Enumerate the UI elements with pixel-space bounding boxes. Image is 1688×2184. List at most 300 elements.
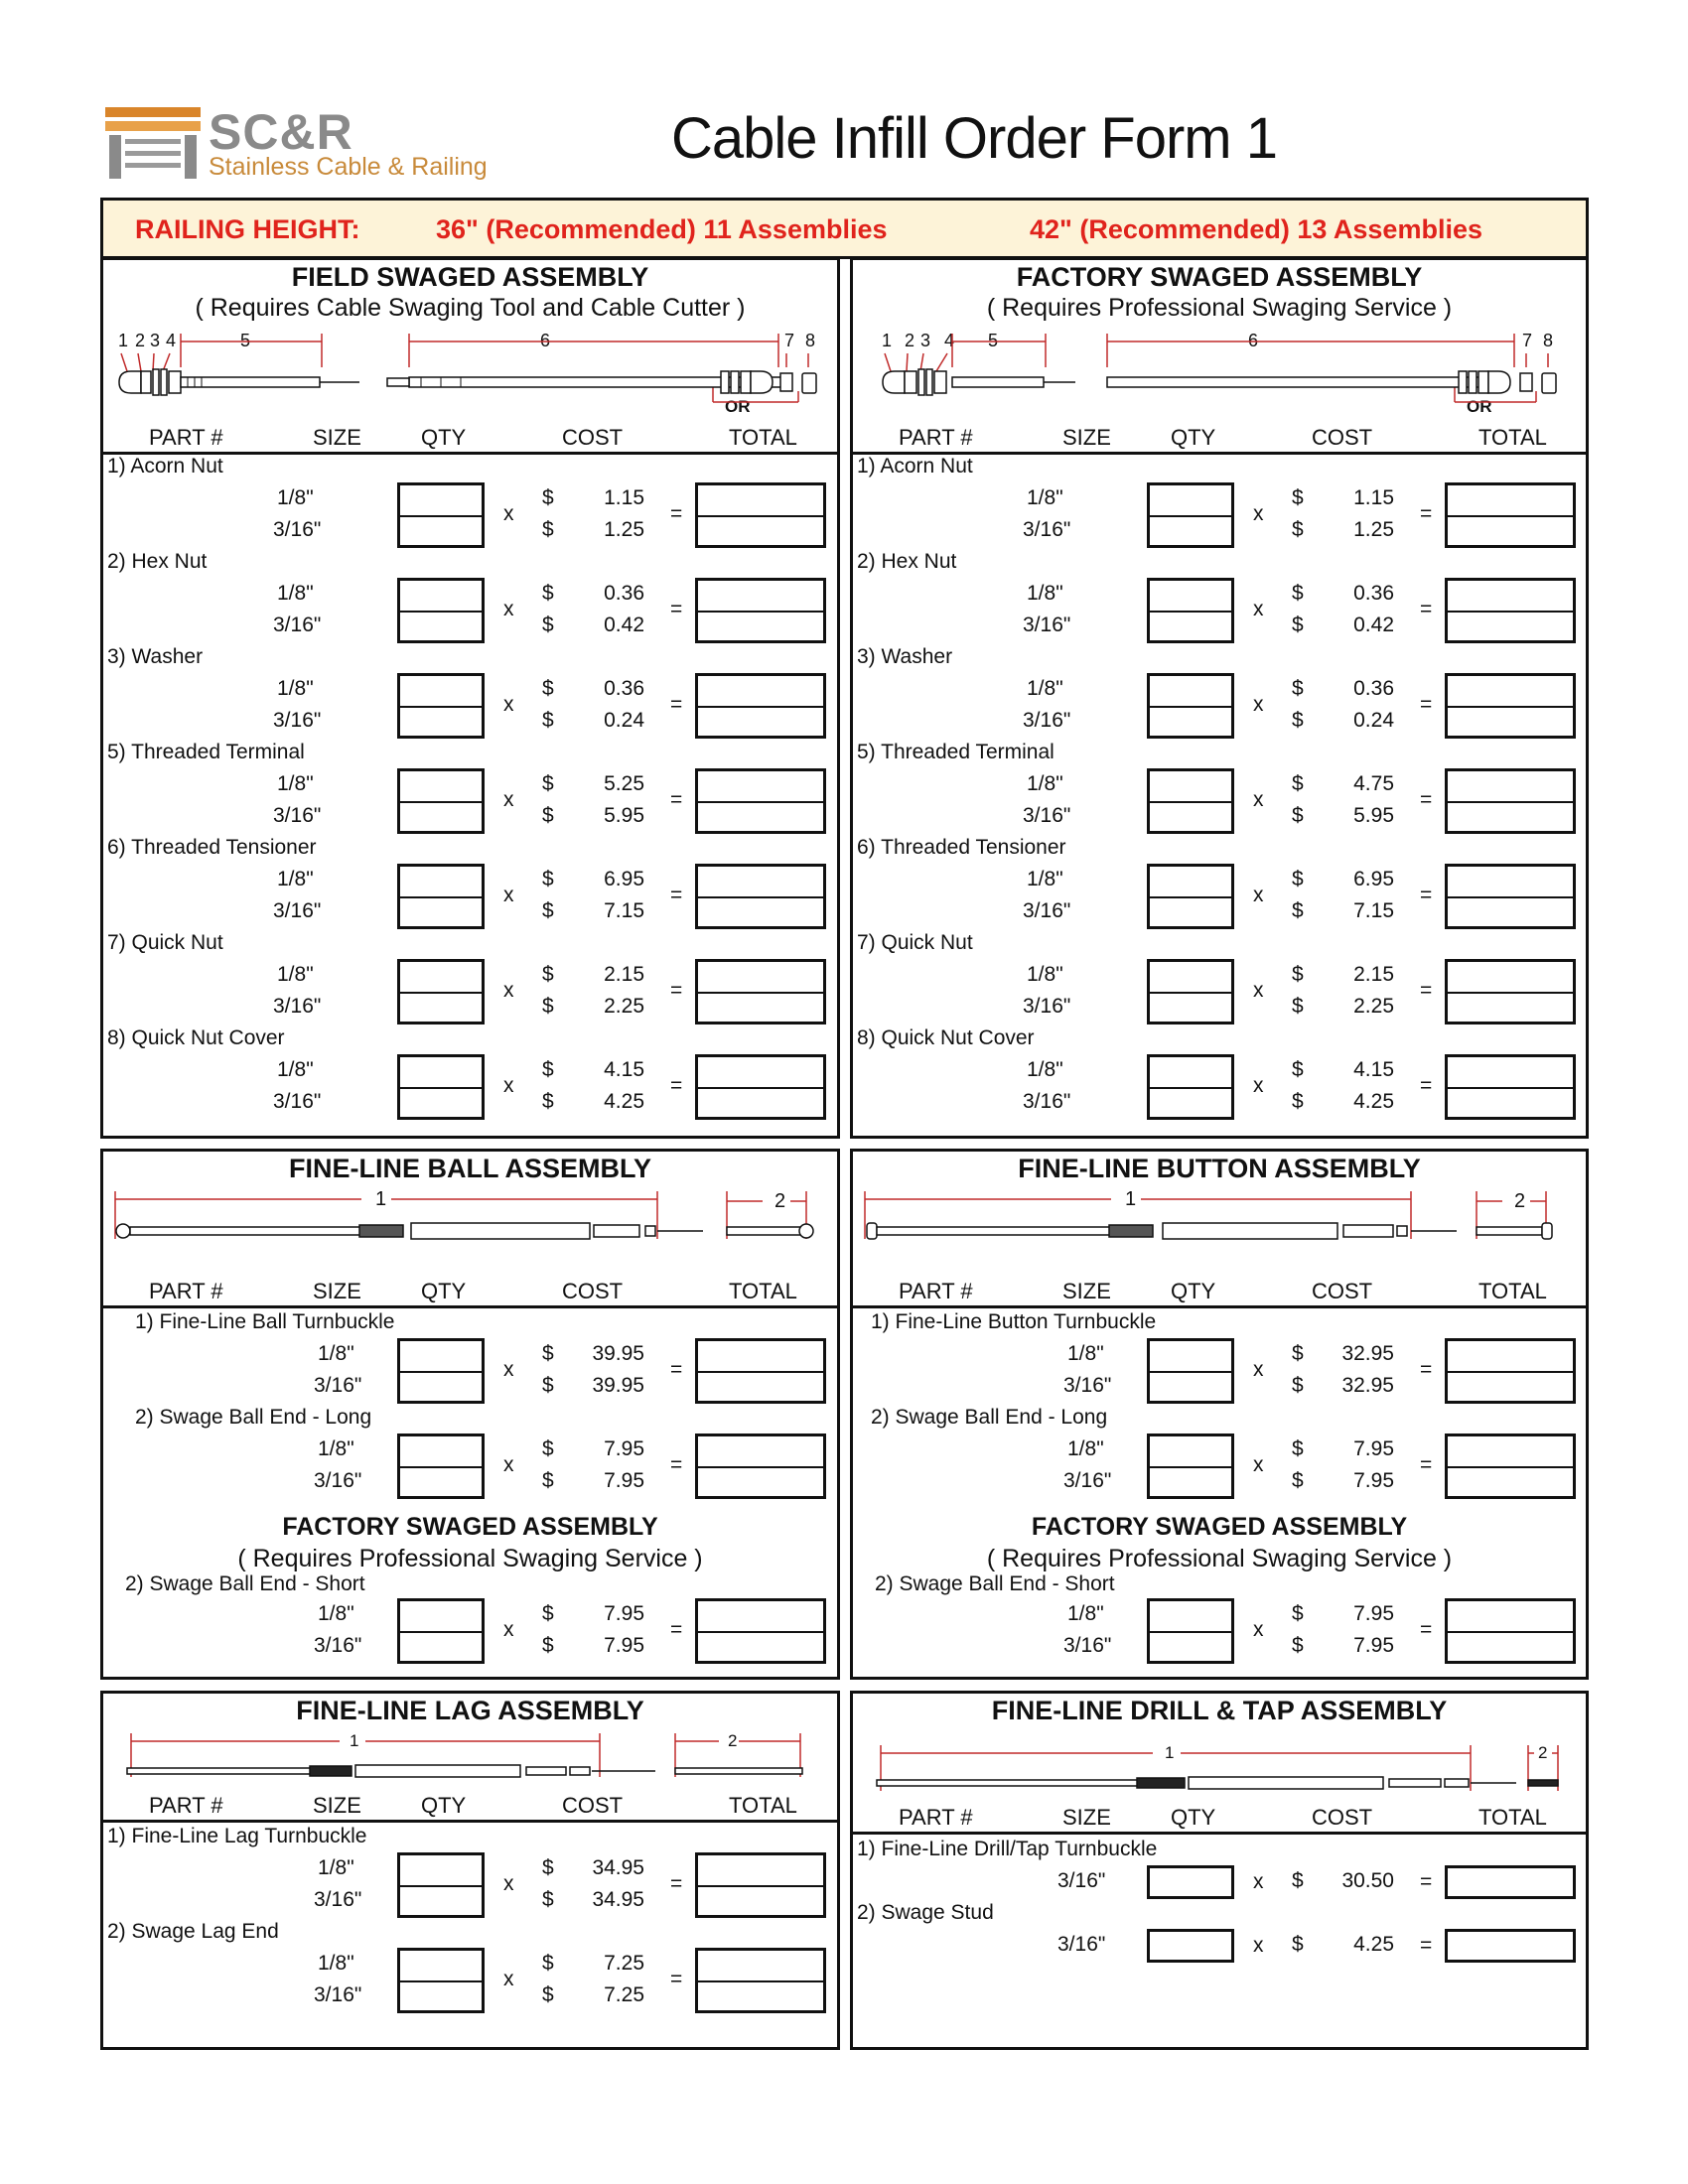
dollar-sign: $ (1292, 1374, 1304, 1397)
header-qty: QTY (1171, 425, 1216, 450)
part-name: 8) Quick Nut Cover (107, 1026, 285, 1049)
part-name: 2) Hex Nut (107, 550, 208, 573)
unit-price: 0.36 (1353, 677, 1394, 700)
unit-price: 7.25 (604, 1952, 644, 1975)
equals-sign: = (1420, 1934, 1433, 1957)
part-name: 7) Quick Nut (107, 931, 223, 954)
unit-price: 7.95 (604, 1437, 644, 1460)
multiply-sign: x (1253, 502, 1264, 525)
quantity-input[interactable] (1147, 673, 1234, 739)
dollar-sign: $ (542, 1469, 554, 1492)
quantity-input[interactable] (397, 959, 485, 1024)
order-group (853, 1432, 1586, 1501)
multiply-sign: x (503, 979, 514, 1002)
dollar-sign: $ (1292, 995, 1304, 1018)
field-assembly-diagram (113, 328, 828, 419)
unit-price: 7.95 (1353, 1437, 1394, 1460)
quantity-input[interactable] (1147, 482, 1234, 548)
factory-assembly-diagram (877, 328, 1572, 419)
order-group (103, 862, 837, 931)
size-label: 3/16" (273, 614, 322, 636)
dollar-sign: $ (1292, 899, 1304, 922)
dollar-sign: $ (1292, 772, 1304, 795)
dollar-sign: $ (1292, 1058, 1304, 1081)
unit-price: 32.95 (1341, 1342, 1394, 1365)
quantity-input[interactable] (397, 1054, 485, 1120)
box-divider (400, 896, 482, 898)
quantity-input[interactable] (397, 864, 485, 929)
part-name: 2) Swage Ball End - Long (871, 1406, 1108, 1429)
box-divider (698, 1371, 823, 1373)
order-group (103, 671, 837, 741)
unit-price: 7.15 (604, 899, 644, 922)
order-group (853, 576, 1586, 645)
equals-sign: = (670, 788, 683, 811)
logo-name: SC&R (209, 104, 353, 160)
field-swaged-panel (100, 257, 840, 1139)
column-headers (103, 1793, 837, 1823)
unit-price: 4.25 (604, 1090, 644, 1113)
or-label: OR (1467, 397, 1492, 416)
dollar-sign: $ (542, 1374, 554, 1397)
dollar-sign: $ (542, 1090, 554, 1113)
quantity-input[interactable] (1147, 1598, 1234, 1664)
box-divider (1150, 801, 1231, 803)
size-label: 1/8" (277, 1058, 314, 1081)
dollar-sign: $ (542, 1856, 554, 1879)
equals-sign: = (1420, 1618, 1433, 1641)
multiply-sign: x (503, 1872, 514, 1895)
size-label: 1/8" (1067, 1342, 1104, 1365)
header-total: TOTAL (1478, 1279, 1547, 1303)
total-input[interactable] (1445, 1598, 1576, 1664)
equals-sign: = (670, 1074, 683, 1097)
size-label: 1/8" (277, 677, 314, 700)
box-divider (698, 706, 823, 708)
multiply-sign: x (1253, 598, 1264, 620)
diagram-number-7: 7 (1522, 331, 1533, 350)
header-part: PART # (149, 1793, 223, 1818)
size-label: 1/8" (1027, 868, 1063, 890)
size-label: 1/8" (277, 486, 314, 509)
part-name: 1) Acorn Nut (857, 455, 973, 478)
quantity-input[interactable] (397, 1852, 485, 1918)
box-divider (400, 1980, 482, 1982)
unit-price: 4.25 (1353, 1090, 1394, 1113)
column-headers (853, 1279, 1586, 1308)
size-label: 1/8" (1027, 1058, 1063, 1081)
quantity-input[interactable] (397, 1433, 485, 1499)
total-input[interactable] (695, 1852, 826, 1918)
part-name: 1) Fine-Line Lag Turnbuckle (107, 1825, 367, 1847)
header-cost: COST (562, 425, 624, 450)
dollar-sign: $ (542, 709, 554, 732)
diagram-number-6: 6 (1248, 331, 1259, 350)
unit-price: 0.42 (604, 614, 644, 636)
multiply-sign: x (503, 884, 514, 906)
header-part: PART # (899, 1805, 973, 1830)
unit-price: 5.95 (1353, 804, 1394, 827)
size-label: 1/8" (1027, 772, 1063, 795)
box-divider (400, 1885, 482, 1887)
fine-line-lag-panel (100, 1691, 840, 2050)
unit-price: 1.15 (604, 486, 644, 509)
railing-height-label: RAILING HEIGHT: (135, 214, 360, 244)
size-label: 3/16" (273, 1090, 322, 1113)
order-group (103, 1336, 837, 1406)
order-group (853, 1052, 1586, 1122)
dollar-sign: $ (542, 486, 554, 509)
header-size: SIZE (1062, 425, 1111, 450)
unit-price: 2.25 (604, 995, 644, 1018)
order-group (853, 671, 1586, 741)
header-cost: COST (1312, 1279, 1373, 1303)
order-group (103, 1946, 837, 2015)
diagram-number-8: 8 (805, 331, 816, 350)
multiply-sign: x (503, 788, 514, 811)
total-input[interactable] (1445, 1433, 1576, 1499)
box-divider (1448, 1466, 1573, 1468)
logo-mark-icon (105, 107, 201, 179)
panel-subtitle: ( Requires Professional Swaging Service ) (986, 294, 1453, 322)
railing-option-42: 42" (Recommended) 13 Assemblies (1030, 214, 1482, 244)
column-headers (103, 425, 837, 455)
unit-price: 34.95 (592, 1856, 644, 1879)
order-group (853, 1336, 1586, 1406)
total-input[interactable] (1445, 1929, 1576, 1963)
box-divider (698, 1980, 823, 1982)
header-divider (853, 1305, 1586, 1308)
size-label: 3/16" (1023, 804, 1071, 827)
dollar-sign: $ (542, 899, 554, 922)
dollar-sign: $ (542, 772, 554, 795)
box-divider (698, 801, 823, 803)
panel-subtitle: ( Requires Cable Swaging Tool and Cable Cutter ) (195, 294, 746, 322)
box-divider (1448, 801, 1573, 803)
box-divider (698, 1466, 823, 1468)
dollar-sign: $ (1292, 1437, 1304, 1460)
equals-sign: = (670, 1968, 683, 1990)
panel-title: FINE-LINE BUTTON ASSEMBLY (1018, 1154, 1421, 1183)
quantity-input[interactable] (1147, 1865, 1234, 1899)
multiply-sign: x (1253, 788, 1264, 811)
order-group (853, 1929, 1586, 1965)
unit-price: 5.25 (604, 772, 644, 795)
box-divider (400, 801, 482, 803)
order-group (853, 480, 1586, 550)
svg-text:1: 1 (350, 1731, 359, 1750)
box-divider (698, 992, 823, 994)
quantity-input[interactable] (397, 482, 485, 548)
part-name: 2) Swage Lag End (107, 1920, 279, 1943)
dollar-sign: $ (1292, 868, 1304, 890)
size-label: 3/16" (1057, 1869, 1106, 1892)
header-cost: COST (562, 1793, 624, 1818)
dollar-sign: $ (1292, 582, 1304, 605)
total-input[interactable] (1445, 1054, 1576, 1120)
box-divider (1150, 706, 1231, 708)
box-divider (1150, 1087, 1231, 1089)
dollar-sign: $ (1292, 1869, 1304, 1892)
dollar-sign: $ (1292, 1342, 1304, 1365)
order-group (103, 1432, 837, 1501)
logo-tagline: Stainless Cable & Railing (209, 153, 488, 181)
box-divider (1448, 896, 1573, 898)
size-label: 1/8" (318, 1602, 354, 1625)
equals-sign: = (670, 1872, 683, 1895)
order-group (103, 766, 837, 836)
svg-text:1: 1 (1165, 1743, 1175, 1762)
box-divider (400, 611, 482, 613)
unit-price: 39.95 (592, 1374, 644, 1397)
total-input[interactable] (1445, 1338, 1576, 1404)
quantity-input[interactable] (1147, 1929, 1234, 1963)
size-label: 1/8" (1027, 963, 1063, 986)
part-name: 2) Swage Stud (857, 1901, 994, 1924)
unit-price: 7.15 (1353, 899, 1394, 922)
unit-price: 39.95 (592, 1342, 644, 1365)
quantity-input[interactable] (1147, 578, 1234, 643)
dollar-sign: $ (1292, 1933, 1304, 1956)
quantity-input[interactable] (1147, 1338, 1234, 1404)
unit-price: 7.25 (604, 1983, 644, 2006)
unit-price: 2.15 (1353, 963, 1394, 986)
quantity-input[interactable] (397, 1338, 485, 1404)
unit-price: 4.25 (1353, 1933, 1394, 1956)
header-total: TOTAL (729, 1793, 797, 1818)
column-headers (103, 1279, 837, 1308)
diagram-number-7: 7 (784, 331, 795, 350)
equals-sign: = (1420, 693, 1433, 716)
total-input[interactable] (695, 768, 826, 834)
equals-sign: = (1420, 884, 1433, 906)
header-qty: QTY (421, 1279, 467, 1303)
box-divider (698, 611, 823, 613)
size-label: 3/16" (314, 1374, 362, 1397)
order-group (103, 957, 837, 1026)
unit-price: 1.25 (604, 518, 644, 541)
column-headers (853, 425, 1586, 455)
order-group (853, 862, 1586, 931)
equals-sign: = (670, 1618, 683, 1641)
box-divider (400, 992, 482, 994)
box-divider (400, 1466, 482, 1468)
total-input[interactable] (695, 1054, 826, 1120)
svg-text:1: 1 (375, 1188, 387, 1210)
box-divider (1150, 1371, 1231, 1373)
header-part: PART # (149, 1279, 223, 1303)
multiply-sign: x (1253, 884, 1264, 906)
dollar-sign: $ (1292, 677, 1304, 700)
size-label: 1/8" (1067, 1437, 1104, 1460)
box-divider (698, 1631, 823, 1633)
equals-sign: = (1420, 788, 1433, 811)
box-divider (400, 706, 482, 708)
total-input[interactable] (1445, 768, 1576, 834)
size-label: 3/16" (273, 709, 322, 732)
equals-sign: = (1420, 979, 1433, 1002)
part-name: 6) Threaded Tensioner (857, 836, 1066, 859)
quantity-input[interactable] (1147, 1433, 1234, 1499)
diagram-number-8: 8 (1543, 331, 1554, 350)
size-label: 1/8" (1027, 677, 1063, 700)
header-divider (103, 1305, 837, 1308)
dollar-sign: $ (1292, 518, 1304, 541)
box-divider (1448, 1371, 1573, 1373)
part-name: 1) Fine-Line Button Turnbuckle (871, 1310, 1157, 1333)
order-group (853, 766, 1586, 836)
factory-swaged-heading: FACTORY SWAGED ASSEMBLY (1031, 1513, 1408, 1541)
equals-sign: = (1420, 1870, 1433, 1893)
quantity-input[interactable] (397, 1598, 485, 1664)
size-label: 3/16" (1023, 995, 1071, 1018)
quantity-input[interactable] (1147, 1054, 1234, 1120)
diagram-number-3: 3 (920, 331, 931, 350)
equals-sign: = (670, 598, 683, 620)
diagram-number-4: 4 (944, 331, 955, 350)
unit-price: 7.95 (604, 1602, 644, 1625)
size-label: 1/8" (1027, 486, 1063, 509)
unit-price: 7.95 (1353, 1634, 1394, 1657)
diagram-number-5: 5 (988, 331, 999, 350)
dollar-sign: $ (1292, 1602, 1304, 1625)
fine-line-drill-tap-panel (850, 1691, 1589, 2050)
total-input[interactable] (695, 864, 826, 929)
header-cost: COST (562, 1279, 624, 1303)
diagram-number-4: 4 (166, 331, 177, 350)
total-input[interactable] (1445, 864, 1576, 929)
total-input[interactable] (695, 1433, 826, 1499)
multiply-sign: x (503, 598, 514, 620)
dollar-sign: $ (542, 677, 554, 700)
header-qty: QTY (1171, 1279, 1216, 1303)
dollar-sign: $ (542, 1952, 554, 1975)
size-label: 3/16" (273, 804, 322, 827)
header-part: PART # (149, 425, 223, 450)
total-input[interactable] (1445, 1865, 1576, 1899)
header-size: SIZE (1062, 1279, 1111, 1303)
header-qty: QTY (1171, 1805, 1216, 1830)
box-divider (1448, 706, 1573, 708)
dollar-sign: $ (542, 1983, 554, 2006)
size-label: 3/16" (1057, 1933, 1106, 1956)
order-group (853, 1865, 1586, 1901)
multiply-sign: x (1253, 979, 1264, 1002)
part-name: 7) Quick Nut (857, 931, 973, 954)
total-input[interactable] (695, 1948, 826, 2013)
factory-swaged-note: ( Requires Professional Swaging Service ) (986, 1545, 1453, 1572)
box-divider (698, 515, 823, 517)
header-total: TOTAL (729, 1279, 797, 1303)
header-total: TOTAL (1478, 425, 1547, 450)
dollar-sign: $ (542, 1602, 554, 1625)
unit-price: 1.15 (1353, 486, 1394, 509)
column-headers (853, 1805, 1586, 1835)
equals-sign: = (670, 693, 683, 716)
quantity-input[interactable] (397, 578, 485, 643)
total-input[interactable] (695, 578, 826, 643)
dollar-sign: $ (1292, 963, 1304, 986)
unit-price: 2.15 (604, 963, 644, 986)
total-input[interactable] (1445, 482, 1576, 548)
unit-price: 0.36 (604, 582, 644, 605)
dollar-sign: $ (542, 1342, 554, 1365)
part-name: 2) Swage Ball End - Short (125, 1572, 365, 1595)
part-name: 2) Swage Ball End - Short (875, 1572, 1115, 1595)
equals-sign: = (670, 502, 683, 525)
unit-price: 2.25 (1353, 995, 1394, 1018)
diagram-number-1: 1 (118, 331, 129, 350)
total-input[interactable] (1445, 673, 1576, 739)
ball-assembly-diagram (111, 1187, 831, 1247)
quantity-input[interactable] (397, 673, 485, 739)
dollar-sign: $ (1292, 1469, 1304, 1492)
diagram-number-2: 2 (135, 331, 146, 350)
svg-text:2: 2 (1514, 1190, 1526, 1212)
order-group (103, 1052, 837, 1122)
dollar-sign: $ (1292, 709, 1304, 732)
svg-text:2: 2 (774, 1190, 786, 1212)
panel-title: FINE-LINE DRILL & TAP ASSEMBLY (991, 1696, 1448, 1725)
size-label: 3/16" (1023, 614, 1071, 636)
lag-assembly-diagram (111, 1729, 831, 1785)
total-input[interactable] (695, 482, 826, 548)
box-divider (1150, 1466, 1231, 1468)
unit-price: 30.50 (1341, 1869, 1394, 1892)
unit-price: 1.25 (1353, 518, 1394, 541)
box-divider (400, 1371, 482, 1373)
unit-price: 7.95 (604, 1634, 644, 1657)
quantity-input[interactable] (1147, 864, 1234, 929)
box-divider (1448, 992, 1573, 994)
dollar-sign: $ (1292, 486, 1304, 509)
order-group (103, 1850, 837, 1920)
quantity-input[interactable] (397, 1948, 485, 2013)
total-input[interactable] (695, 1598, 826, 1664)
equals-sign: = (670, 1358, 683, 1381)
part-name: 3) Washer (857, 645, 953, 668)
part-name: 5) Threaded Terminal (857, 741, 1055, 763)
box-divider (1150, 611, 1231, 613)
multiply-sign: x (1253, 693, 1264, 716)
factory-swaged-note: ( Requires Professional Swaging Service ) (237, 1545, 703, 1572)
total-input[interactable] (695, 959, 826, 1024)
total-input[interactable] (1445, 959, 1576, 1024)
size-label: 3/16" (1063, 1469, 1112, 1492)
quantity-input[interactable] (1147, 768, 1234, 834)
equals-sign: = (1420, 502, 1433, 525)
multiply-sign: x (1253, 1870, 1264, 1893)
panel-title: FACTORY SWAGED ASSEMBLY (1016, 262, 1423, 292)
equals-sign: = (1420, 1453, 1433, 1476)
total-input[interactable] (695, 1338, 826, 1404)
factory-swaged-heading: FACTORY SWAGED ASSEMBLY (282, 1513, 658, 1541)
header-total: TOTAL (1478, 1805, 1547, 1830)
total-input[interactable] (1445, 578, 1576, 643)
quantity-input[interactable] (1147, 959, 1234, 1024)
button-assembly-diagram (861, 1187, 1581, 1247)
dollar-sign: $ (1292, 1634, 1304, 1657)
quantity-input[interactable] (397, 768, 485, 834)
panel-title: FINE-LINE LAG ASSEMBLY (296, 1696, 644, 1725)
total-input[interactable] (695, 673, 826, 739)
unit-price: 6.95 (1353, 868, 1394, 890)
size-label: 3/16" (273, 995, 322, 1018)
header-part: PART # (899, 425, 973, 450)
size-label: 1/8" (277, 772, 314, 795)
size-label: 1/8" (318, 1952, 354, 1975)
dollar-sign: $ (542, 518, 554, 541)
